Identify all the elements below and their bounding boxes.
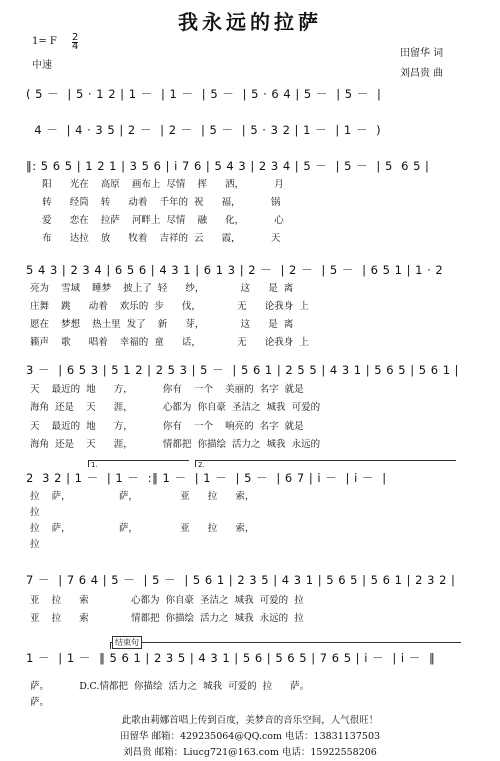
- lyric-row: 萨。: [30, 697, 50, 708]
- lyric-row: 籁声 歌 唱着 幸福的 童 话， 无 论我身 上: [30, 337, 309, 348]
- notation-row: 2 3 2 | 1 － | 1 － :‖ 1 － | 1 － | 5 － | 6 7 | i － | i － |: [26, 471, 387, 485]
- lyric-row: 阳 光在 高原 画布上 尽情 挥 洒， 月: [30, 179, 284, 190]
- lyric-row: 拉: [30, 507, 40, 518]
- volta-1-bracket: [88, 460, 189, 467]
- footer-lyricist-contact: 田留华 邮箱：429235064@QQ.com 电话：13831137503: [119, 731, 381, 742]
- tempo: 中速: [32, 60, 52, 71]
- time-signature: [72, 34, 78, 51]
- lyric-row: 布 达拉 放 牧着 吉祥的 云 霞， 天: [30, 233, 281, 244]
- lyric-row: 拉 萨， 萨， 亚 拉 索，: [30, 491, 255, 502]
- lyric-row: 亚 拉 索 心都为 你自豪 圣洁之 城我 可爱的 拉: [30, 595, 304, 606]
- key-signature: 1= F: [32, 36, 57, 47]
- notation-row: 7 － | 7 6 4 | 5 － | 5 － | 5 6 1 | 2 3 5 | 4 3 1 | 5 6 5 | 5 6 1 | 2 3 2 |: [26, 573, 456, 587]
- lyric-row: 萨。 D.C.情都把 你描绘 活力之 城我 可爱的 拉 萨。: [30, 681, 310, 692]
- coda-label: 结束句: [112, 636, 142, 649]
- volta-2-label: 2.: [198, 461, 205, 469]
- lyric-row: 爱 恋在 拉萨 河畔上 尽情 融 化， 心: [30, 215, 284, 226]
- lyric-row: 亮为 雪域 睡梦 披上了 轻 纱， 这 是 离: [30, 283, 294, 294]
- footer-composer-contact: 刘昌贵 邮箱：Liucg721@163.com 电话：15922558206: [123, 747, 377, 758]
- coda-bracket: [110, 642, 461, 649]
- song-title: 我永远的拉萨: [178, 10, 322, 34]
- notation-row: ‖: 5 6 5 | 1 2 1 | 3 5 6 | i 7 6 | 5 4 3 | 2 3 4 | 5 － | 5 － | 5 6 5 |: [26, 159, 430, 173]
- lyric-row: 天 最近的 地 方， 你有 一个 响亮的 名字 就是: [30, 421, 304, 432]
- lyricist: 田留华 词: [400, 48, 444, 59]
- lyric-row: 海角 还是 天 涯， 心都为 你自豪 圣洁之 城我 可爱的: [30, 402, 321, 413]
- notation-row: ( 5 － | 5 · 1 2 | 1 － | 1 － | 5 － | 5 · 6 4 | 5 － | 5 － |: [26, 87, 382, 101]
- notation-row: 5 4 3 | 2 3 4 | 6 5 6 | 4 3 1 | 6 1 3 | 2 － | 2 － | 5 － | 6 5 1 | 1 · 2: [26, 263, 444, 277]
- footer-note: 此歌由莉娜首唱上传到百度，美梦音的音乐空间，人气很旺！: [121, 715, 379, 726]
- time-sig-bottom: 4: [72, 41, 79, 52]
- notation-row: 1 － | 1 － ‖ 5 6 1 | 2 3 5 | 4 3 1 | 5 6 | 5 6 5 | 7 6 5 | i － | i － ‖: [26, 651, 436, 665]
- lyric-row: 愿在 梦想 热土里 发了 新 芽， 这 是 离: [30, 319, 294, 330]
- time-sig-top: 2: [72, 32, 79, 43]
- lyric-row: 亚 拉 索 情都把 你描绘 活力之 城我 永远的 拉: [30, 613, 304, 624]
- volta-1-label: 1.: [91, 461, 98, 469]
- notation-row: 3 － | 6 5 3 | 5 1 2 | 2 5 3 | 5 － | 5 6 1 | 2 5 5 | 4 3 1 | 5 6 5 | 5 6 1 |: [26, 363, 460, 377]
- lyric-row: 拉: [30, 539, 40, 550]
- lyric-row: 庄舞 跳 动着 欢乐的 步 伐， 无 论我身 上: [30, 301, 309, 312]
- lyric-row: 海角 还是 天 涯， 情都把 你描绘 活力之 城我 永远的: [30, 439, 321, 450]
- volta-2-bracket: [195, 460, 456, 467]
- notation-row: 4 － | 4 · 3 5 | 2 － | 2 － | 5 － | 5 · 3 2 | 1 － | 1 － ): [26, 123, 382, 137]
- lyric-row: 拉 萨， 萨， 亚 拉 索，: [30, 523, 255, 534]
- composer: 刘昌贵 曲: [400, 68, 444, 79]
- lyric-row: 天 最近的 地 方， 你有 一个 美丽的 名字 就是: [30, 384, 304, 395]
- lyric-row: 转 经筒 转 动着 千年的 祝 福， 锅: [30, 197, 281, 208]
